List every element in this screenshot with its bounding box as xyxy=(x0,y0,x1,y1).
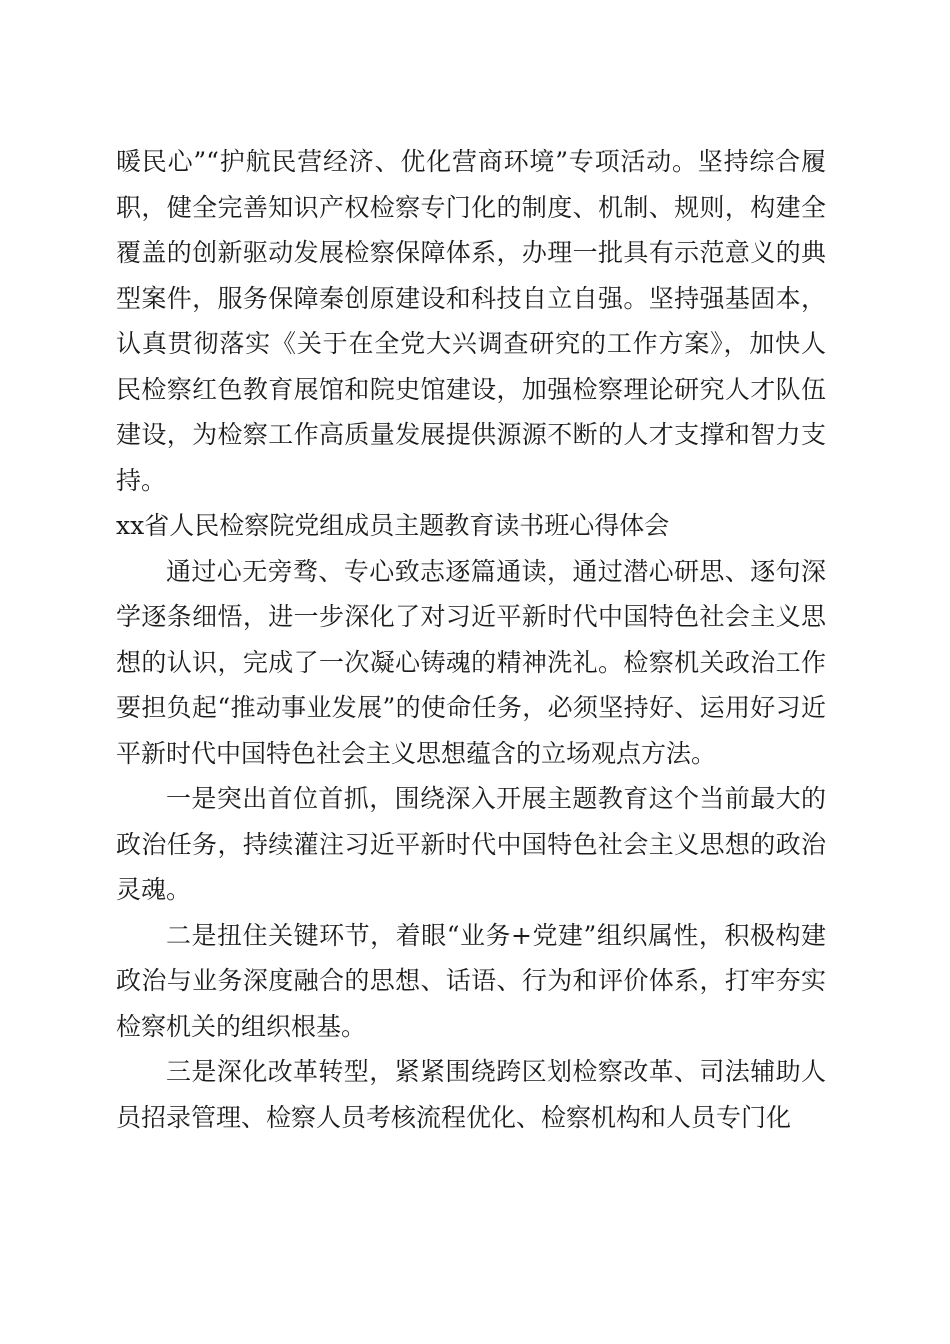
paragraph-continuation: 暖民心”“护航民营经济、优化营商环境”专项活动。坚持综合履职，健全完善知识产权检察专门化的制度、机制、规则，构建全覆盖的创新驱动发展检察保障体系，办理一批具有示范意义的典型案件，服务保障秦创原建设和科技自立自强。坚持强基固本，认真贯彻落实《关于在全党大兴调查研究的工作方案》，加快人民检察红色教育展馆和院史馆建设，加强检察理论研究人才队伍建设，为检察工作高质量发展提供源源不断的人才支撑和智力支持。 xyxy=(116,147,826,495)
document-title: xx省人民检察院党组成员主题教育读书班心得体会 xyxy=(116,511,670,540)
paragraph-intro: 通过心无旁骛、专心致志逐篇通读，通过潜心研思、逐句深学逐条细悟，进一步深化了对习近平新时代中国特色社会主义思想的认识，完成了一次凝心铸魂的精神洗礼。检察机关政治工作要担负起“推动事业发展”的使命任务，必须坚持好、运用好习近平新时代中国特色社会主义思想蕴含的立场观点方法。 xyxy=(116,556,826,768)
paragraph-point-three: 三是深化改革转型，紧紧围绕跨区划检察改革、司法辅助人员招录管理、检察人员考核流程优化、检察机构和人员专门化 xyxy=(116,1057,826,1132)
paragraph-point-two: 二是扭住关键环节，着眼“业务+党建”组织属性，积极构建政治与业务深度融合的思想、话语、行为和评价体系，打牢夯实检察机关的组织根基。 xyxy=(116,920,826,1041)
paragraph-point-one: 一是突出首位首抓，围绕深入开展主题教育这个当前最大的政治任务，持续灌注习近平新时代中国特色社会主义思想的政治灵魂。 xyxy=(116,784,826,904)
document-body xyxy=(116,139,826,1140)
